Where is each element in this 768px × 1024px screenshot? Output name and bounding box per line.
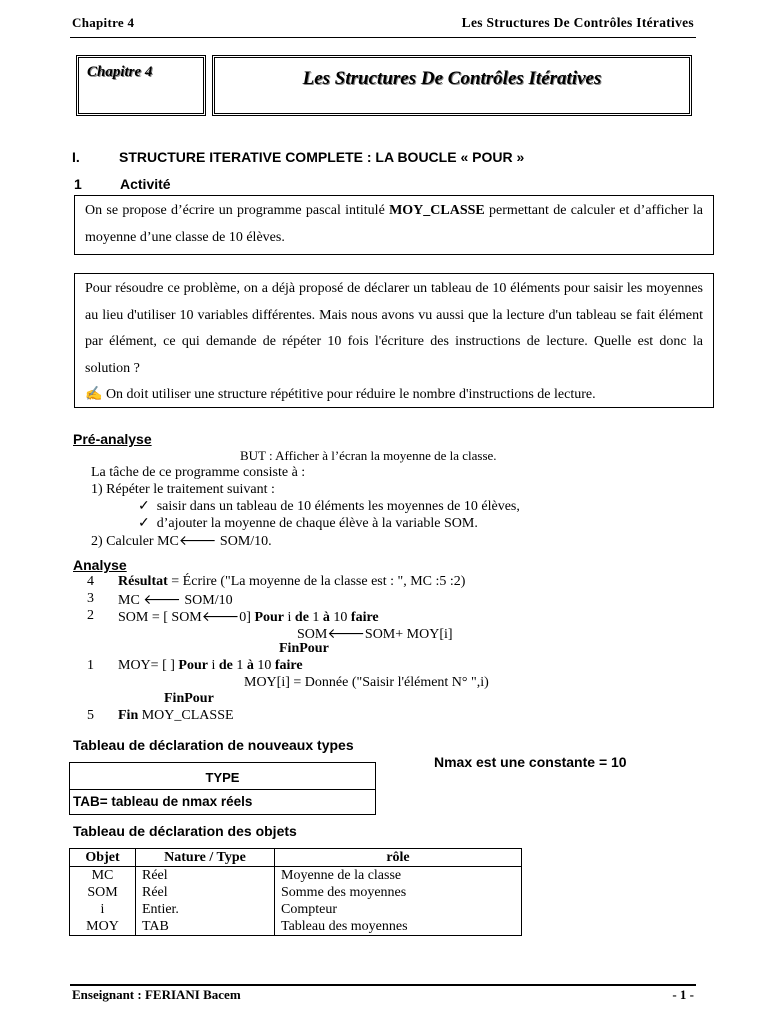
table-row bbox=[70, 884, 522, 901]
activity-title: Activité bbox=[120, 176, 171, 192]
types-heading: Tableau de déclaration de nouveaux types bbox=[73, 737, 354, 753]
sub2-text: d’ajouter la moyenne de chaque élève à la variable SOM. bbox=[156, 516, 478, 531]
activity-statement bbox=[85, 198, 703, 251]
sub1-text: saisir dans un tableau de 10 éléments les moyennes de 10 élèves, bbox=[156, 499, 520, 514]
table-row bbox=[70, 901, 522, 918]
left-arrow-icon: 🡐 bbox=[201, 610, 240, 625]
cell-nature: Réel bbox=[136, 867, 275, 885]
nmax-note: Nmax est une constante = 10 bbox=[434, 754, 627, 770]
kw-de: de bbox=[294, 610, 309, 625]
problem-box bbox=[74, 273, 714, 408]
cell-objet: MOY bbox=[70, 918, 136, 936]
check-icon: ✓ bbox=[138, 516, 150, 531]
loop-var: i bbox=[284, 610, 295, 625]
analyse-heading: Analyse bbox=[73, 557, 127, 573]
loop-var: i bbox=[207, 658, 219, 673]
kw-pour: Pour bbox=[254, 610, 285, 625]
mc-right: SOM/10 bbox=[180, 593, 233, 608]
mc-left: MC bbox=[118, 593, 144, 608]
program-name: MOY_CLASSE bbox=[389, 203, 485, 218]
som-init: SOM = [ SOM bbox=[118, 610, 202, 625]
som-body-right: SOM+ MOY[i] bbox=[364, 627, 453, 642]
page-title: Les Structures De Contrôles Itératives bbox=[302, 68, 602, 89]
kw-pour: Pour bbox=[178, 658, 208, 673]
preanalyse-intro: La tâche de ce programme consiste à : bbox=[91, 465, 306, 480]
kw-faire: faire bbox=[350, 610, 379, 625]
som-body-left: SOM bbox=[297, 627, 328, 642]
objects-table-header bbox=[70, 849, 522, 867]
analyse-line-mc bbox=[118, 591, 233, 609]
cell-objet: SOM bbox=[70, 884, 136, 901]
analyse-num-1: 1 bbox=[87, 658, 94, 673]
kw-faire: faire bbox=[274, 658, 303, 673]
preanalyse-sub1 bbox=[138, 498, 520, 515]
activity-statement-box bbox=[74, 195, 714, 255]
statement-part2: permettant de calculer et d’afficher la moyenne d’une classe de 10 élèves. bbox=[85, 203, 703, 245]
solution-line bbox=[85, 382, 703, 409]
col-role: rôle bbox=[275, 849, 522, 867]
cell-role: Compteur bbox=[275, 901, 522, 918]
cell-role: Tableau des moyennes bbox=[275, 918, 522, 936]
cell-nature: Réel bbox=[136, 884, 275, 901]
section-title: STRUCTURE ITERATIVE COMPLETE : LA BOUCLE « POUR » bbox=[119, 149, 525, 165]
types-table bbox=[69, 762, 376, 815]
analyse-line-som bbox=[118, 608, 379, 626]
objects-heading: Tableau de déclaration des objets bbox=[73, 823, 297, 839]
analyse-num-5: 5 bbox=[87, 708, 94, 723]
preanalyse-sub2 bbox=[138, 515, 478, 532]
chapter-label: Chapitre 4 bbox=[87, 64, 153, 80]
check-icon: ✓ bbox=[138, 499, 150, 514]
header-rule bbox=[70, 37, 696, 38]
problem-text: Pour résoudre ce problème, on a déjà proposé de déclarer un tableau de 10 éléments pour saisir les moyennes au lieu d'utiliser 10 variables différentes. Mais nous avons vu aussi que la lecture d'un tableau se fait élément par élément, ce qui demande de répéter 10 fois l'écriture des instructions de lecture. Quelle est donc la solution ? bbox=[85, 281, 703, 376]
analyse-num-4: 4 bbox=[87, 574, 94, 589]
preanalyse-step1: 1) Répéter le traitement suivant : bbox=[91, 482, 275, 497]
analyse-num-2: 2 bbox=[87, 608, 94, 623]
analyse-num-3: 3 bbox=[87, 591, 94, 606]
table-row bbox=[70, 867, 522, 885]
footer-rule bbox=[70, 984, 696, 986]
step2-suffix: SOM/10. bbox=[216, 534, 272, 549]
cell-objet: MC bbox=[70, 867, 136, 885]
som-zero: 0] bbox=[239, 610, 255, 625]
objects-table bbox=[69, 848, 522, 936]
left-arrow-icon: 🡐 bbox=[143, 593, 181, 608]
writing-hand-icon: ✍ bbox=[85, 387, 103, 402]
loop-start: 1 bbox=[232, 658, 247, 673]
preanalyse-heading: Pré-analyse bbox=[73, 431, 152, 447]
analyse-finpour-1: FinPour bbox=[279, 641, 329, 656]
chapter-box bbox=[76, 55, 206, 116]
page-number: - 1 - bbox=[672, 987, 694, 1002]
table-row bbox=[70, 918, 522, 936]
kw-de: de bbox=[218, 658, 233, 673]
footer-teacher: Enseignant : FERIANI Bacem bbox=[72, 987, 241, 1002]
analyse-line-moy-body: MOY[i] = Donnée ("Saisir l'élément N° ",i) bbox=[244, 675, 489, 690]
left-arrow-icon: 🡐 bbox=[327, 627, 365, 642]
loop-end: 10 bbox=[329, 610, 351, 625]
kw-resultat: Résultat bbox=[118, 574, 168, 589]
header-chapter: Chapitre 4 bbox=[72, 15, 135, 30]
kw-a: à bbox=[322, 610, 330, 625]
solution-text: On doit utiliser une structure répétitive pour réduire le nombre d'instructions de lecture. bbox=[102, 387, 596, 402]
kw-fin: Fin bbox=[118, 708, 139, 723]
analyse-line-moy bbox=[118, 658, 303, 674]
preanalyse-goal: BUT : Afficher à l’écran la moyenne de la classe. bbox=[240, 448, 497, 463]
activity-number: 1 bbox=[74, 176, 82, 192]
col-objet: Objet bbox=[70, 849, 136, 867]
types-table-header: TYPE bbox=[70, 763, 375, 790]
cell-nature: Entier. bbox=[136, 901, 275, 918]
cell-objet: i bbox=[70, 901, 136, 918]
analyse-line-fin bbox=[118, 708, 234, 724]
result-text: = Écrire ("La moyenne de la classe est : ", MC :5 :2) bbox=[167, 574, 466, 589]
fin-text: MOY_CLASSE bbox=[138, 708, 234, 723]
left-arrow-icon: 🡐 bbox=[178, 534, 217, 549]
cell-role: Somme des moyennes bbox=[275, 884, 522, 901]
analyse-line-result bbox=[118, 574, 465, 590]
title-box bbox=[212, 55, 692, 116]
kw-a: à bbox=[246, 658, 254, 673]
loop-end: 10 bbox=[253, 658, 275, 673]
step2-prefix: 2) Calculer MC bbox=[91, 534, 179, 549]
section-number: I. bbox=[72, 149, 80, 165]
loop-start: 1 bbox=[308, 610, 323, 625]
statement-part1: On se propose d’écrire un programme pascal intitulé bbox=[85, 203, 390, 218]
moy-init: MOY= [ ] bbox=[118, 658, 179, 673]
analyse-finpour-2: FinPour bbox=[164, 691, 214, 706]
header-title: Les Structures De Contrôles Itératives bbox=[461, 15, 694, 30]
cell-nature: TAB bbox=[136, 918, 275, 936]
preanalyse-step2 bbox=[91, 532, 272, 550]
col-nature: Nature / Type bbox=[136, 849, 275, 867]
types-table-row: TAB= tableau de nmax réels bbox=[73, 794, 253, 809]
cell-role: Moyenne de la classe bbox=[275, 867, 522, 885]
